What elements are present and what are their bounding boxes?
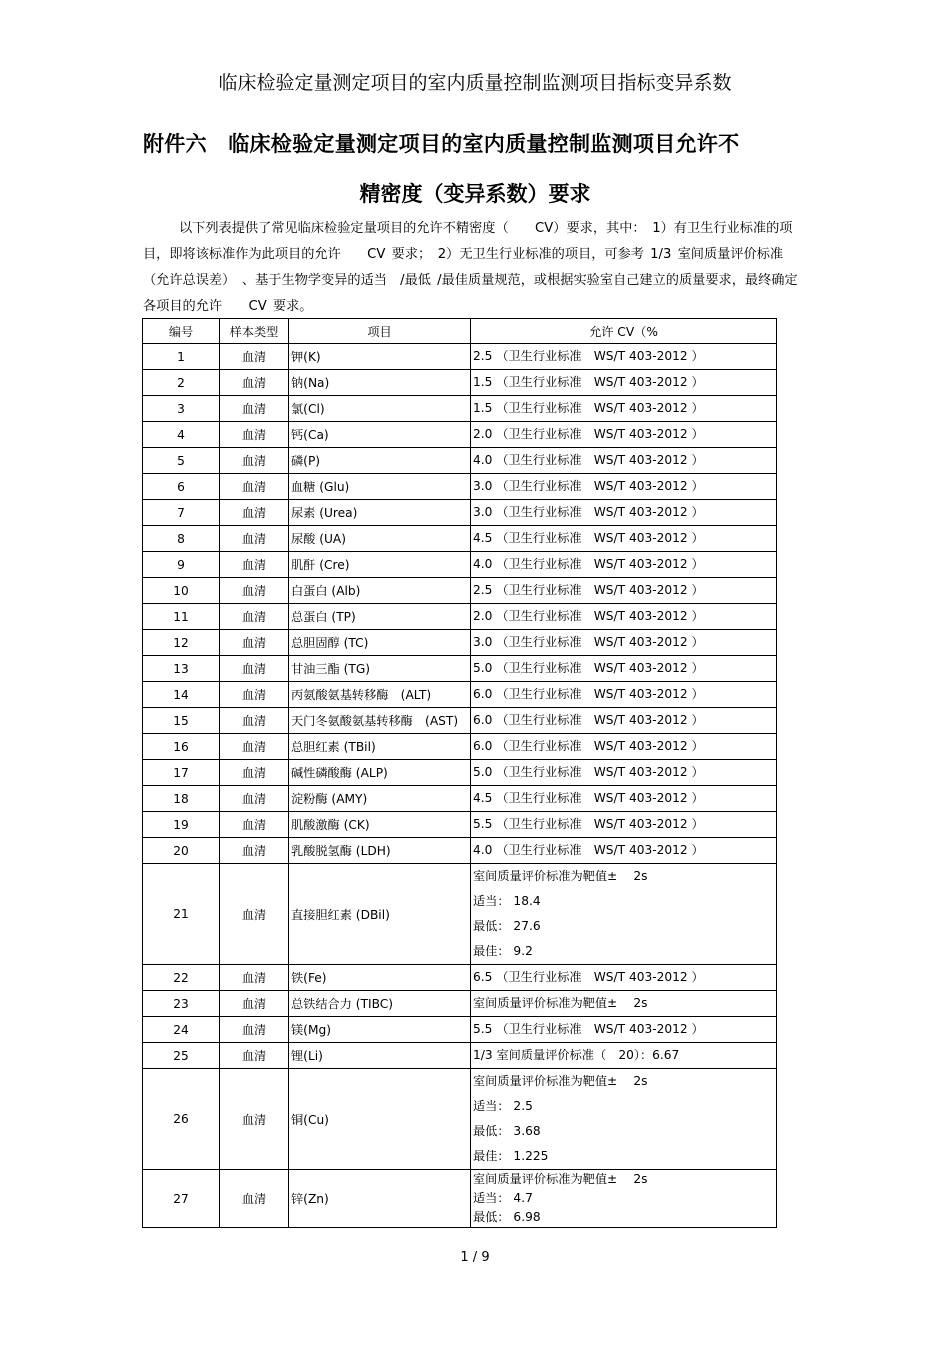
row-number: 22	[143, 965, 220, 991]
row-allowed-cv	[471, 1069, 777, 1170]
cv-line: 1/3 室间质量评价标准（ 20）：6.67	[473, 1048, 680, 1062]
table-row	[143, 1017, 777, 1043]
cv-line: 最佳： 1.225	[473, 1149, 549, 1163]
row-allowed-cv	[471, 1170, 777, 1228]
row-sample-type: 血清	[220, 604, 289, 630]
row-sample-type: 血清	[220, 552, 289, 578]
row-sample-type: 血清	[220, 474, 289, 500]
row-sample-type: 血清	[220, 422, 289, 448]
table-row	[143, 682, 777, 708]
row-item: 锂(Li)	[289, 1043, 471, 1069]
table-row	[143, 991, 777, 1017]
cv-line: 5.5 （卫生行业标准 WS/T 403-2012 ）	[473, 1022, 704, 1036]
cv-line: 最佳： 9.2	[473, 944, 533, 958]
row-sample-type: 血清	[220, 786, 289, 812]
row-number: 10	[143, 578, 220, 604]
row-allowed-cv	[471, 474, 777, 500]
cv-line: 室间质量评价标准为靶值± 2s	[473, 1172, 648, 1186]
cv-line: 1.5 （卫生行业标准 WS/T 403-2012 ）	[473, 401, 704, 415]
header-allowed-cv: 允许 CV（%	[471, 319, 777, 344]
row-number: 4	[143, 422, 220, 448]
row-number: 5	[143, 448, 220, 474]
cv-line: 最低： 6.98	[473, 1210, 541, 1224]
row-number: 3	[143, 396, 220, 422]
row-sample-type: 血清	[220, 812, 289, 838]
table-row	[143, 578, 777, 604]
cv-line: 4.0 （卫生行业标准 WS/T 403-2012 ）	[473, 843, 704, 857]
table-row	[143, 344, 777, 370]
row-number: 13	[143, 656, 220, 682]
cv-line: 2.0 （卫生行业标准 WS/T 403-2012 ）	[473, 427, 704, 441]
row-item: 磷(P)	[289, 448, 471, 474]
row-allowed-cv	[471, 1017, 777, 1043]
row-sample-type: 血清	[220, 734, 289, 760]
row-item: 总胆红素 (TBil)	[289, 734, 471, 760]
row-item: 血糖 (Glu)	[289, 474, 471, 500]
row-allowed-cv	[471, 396, 777, 422]
row-sample-type: 血清	[220, 991, 289, 1017]
cv-line: 室间质量评价标准为靶值± 2s	[473, 869, 648, 883]
cv-line: 2.5 （卫生行业标准 WS/T 403-2012 ）	[473, 349, 704, 363]
row-item: 淀粉酶 (AMY)	[289, 786, 471, 812]
table-row	[143, 630, 777, 656]
page-number: 1 / 9	[460, 1250, 490, 1265]
row-allowed-cv	[471, 682, 777, 708]
row-sample-type: 血清	[220, 838, 289, 864]
table-row	[143, 526, 777, 552]
row-item: 尿酸 (UA)	[289, 526, 471, 552]
row-sample-type: 血清	[220, 965, 289, 991]
row-number: 16	[143, 734, 220, 760]
table-row	[143, 1069, 777, 1170]
document-heading-line2: 精密度（变异系数）要求	[359, 182, 591, 206]
row-item: 钠(Na)	[289, 370, 471, 396]
row-sample-type: 血清	[220, 344, 289, 370]
table-row	[143, 396, 777, 422]
table-row	[143, 1043, 777, 1069]
row-item: 甘油三酯 (TG)	[289, 656, 471, 682]
cv-line: 3.0 （卫生行业标准 WS/T 403-2012 ）	[473, 635, 704, 649]
table-row	[143, 500, 777, 526]
cv-line: 4.5 （卫生行业标准 WS/T 403-2012 ）	[473, 531, 704, 545]
row-item: 白蛋白 (Alb)	[289, 578, 471, 604]
row-allowed-cv	[471, 760, 777, 786]
row-item: 碱性磷酸酶 (ALP)	[289, 760, 471, 786]
row-allowed-cv	[471, 838, 777, 864]
row-number: 20	[143, 838, 220, 864]
cv-line: 6.0 （卫生行业标准 WS/T 403-2012 ）	[473, 739, 704, 753]
cv-line: 5.0 （卫生行业标准 WS/T 403-2012 ）	[473, 765, 704, 779]
row-number: 24	[143, 1017, 220, 1043]
table-row	[143, 965, 777, 991]
row-number: 25	[143, 1043, 220, 1069]
row-item: 肌酸激酶 (CK)	[289, 812, 471, 838]
cv-line: 4.0 （卫生行业标准 WS/T 403-2012 ）	[473, 453, 704, 467]
row-item: 尿素 (Urea)	[289, 500, 471, 526]
row-sample-type: 血清	[220, 370, 289, 396]
cv-line: 6.5 （卫生行业标准 WS/T 403-2012 ）	[473, 970, 704, 984]
row-allowed-cv	[471, 656, 777, 682]
cv-line: 室间质量评价标准为靶值± 2s	[473, 1074, 648, 1088]
row-number: 9	[143, 552, 220, 578]
row-number: 1	[143, 344, 220, 370]
intro-paragraph: 以下列表提供了常见临床检验定量项目的允许不精密度（ CV）要求，其中： 1）有卫生行业标准的项目，即将该标准作为此项目的允许 CV 要求； 2）无卫生行业标准的项目，可参考 1/3 室间质量评价标准（允许总误差） 、基于生物学变异的适当 /最低 /最佳质量规范，或根据实验室自己建立的质量要求，最终确定各项目的允许 CV 要求。	[143, 221, 798, 314]
row-number: 26	[143, 1069, 220, 1170]
row-item: 天门冬氨酸氨基转移酶 (AST)	[289, 708, 471, 734]
table-row	[143, 708, 777, 734]
row-item: 肌酐 (Cre)	[289, 552, 471, 578]
cv-line: 5.0 （卫生行业标准 WS/T 403-2012 ）	[473, 661, 704, 675]
row-allowed-cv	[471, 578, 777, 604]
row-number: 15	[143, 708, 220, 734]
row-allowed-cv	[471, 708, 777, 734]
row-item: 锌(Zn)	[289, 1170, 471, 1228]
row-sample-type: 血清	[220, 396, 289, 422]
cv-line: 最低： 27.6	[473, 919, 541, 933]
cv-line: 2.5 （卫生行业标准 WS/T 403-2012 ）	[473, 583, 704, 597]
row-allowed-cv	[471, 1043, 777, 1069]
table-header-row	[143, 319, 777, 344]
row-item: 总蛋白 (TP)	[289, 604, 471, 630]
cv-line: 适当： 2.5	[473, 1099, 533, 1113]
table-row	[143, 604, 777, 630]
table-row	[143, 448, 777, 474]
row-sample-type: 血清	[220, 864, 289, 965]
row-allowed-cv	[471, 786, 777, 812]
row-allowed-cv	[471, 552, 777, 578]
row-sample-type: 血清	[220, 760, 289, 786]
table-body	[143, 344, 777, 1228]
row-sample-type: 血清	[220, 1017, 289, 1043]
row-item: 乳酸脱氢酶 (LDH)	[289, 838, 471, 864]
row-number: 27	[143, 1170, 220, 1228]
row-number: 11	[143, 604, 220, 630]
row-sample-type: 血清	[220, 448, 289, 474]
page-header-title: 临床检验定量测定项目的室内质量控制监测项目指标变异系数	[218, 72, 732, 94]
row-allowed-cv	[471, 422, 777, 448]
row-number: 19	[143, 812, 220, 838]
row-number: 18	[143, 786, 220, 812]
row-allowed-cv	[471, 734, 777, 760]
row-sample-type: 血清	[220, 656, 289, 682]
cv-line: 6.0 （卫生行业标准 WS/T 403-2012 ）	[473, 713, 704, 727]
row-allowed-cv	[471, 370, 777, 396]
cv-line: 1.5 （卫生行业标准 WS/T 403-2012 ）	[473, 375, 704, 389]
row-item: 总胆固醇 (TC)	[289, 630, 471, 656]
header-sample-type: 样本类型	[220, 319, 289, 344]
row-sample-type: 血清	[220, 526, 289, 552]
row-allowed-cv	[471, 500, 777, 526]
row-sample-type: 血清	[220, 500, 289, 526]
table-row	[143, 422, 777, 448]
cv-line: 4.5 （卫生行业标准 WS/T 403-2012 ）	[473, 791, 704, 805]
row-number: 21	[143, 864, 220, 965]
row-sample-type: 血清	[220, 1170, 289, 1228]
table-row	[143, 656, 777, 682]
cv-line: 5.5 （卫生行业标准 WS/T 403-2012 ）	[473, 817, 704, 831]
table-row	[143, 786, 777, 812]
cv-line: 适当： 4.7	[473, 1191, 533, 1205]
cv-line: 室间质量评价标准为靶值± 2s	[473, 996, 648, 1010]
header-number: 编号	[143, 319, 220, 344]
cv-line: 6.0 （卫生行业标准 WS/T 403-2012 ）	[473, 687, 704, 701]
cv-line: 3.0 （卫生行业标准 WS/T 403-2012 ）	[473, 479, 704, 493]
row-item: 镁(Mg)	[289, 1017, 471, 1043]
row-allowed-cv	[471, 812, 777, 838]
row-allowed-cv	[471, 448, 777, 474]
row-number: 6	[143, 474, 220, 500]
row-number: 14	[143, 682, 220, 708]
cv-line: 3.0 （卫生行业标准 WS/T 403-2012 ）	[473, 505, 704, 519]
row-item: 丙氨酸氨基转移酶 (ALT)	[289, 682, 471, 708]
row-item: 钾(K)	[289, 344, 471, 370]
cv-line: 2.0 （卫生行业标准 WS/T 403-2012 ）	[473, 609, 704, 623]
row-sample-type: 血清	[220, 630, 289, 656]
row-sample-type: 血清	[220, 578, 289, 604]
row-allowed-cv	[471, 864, 777, 965]
table-row	[143, 1170, 777, 1228]
row-item: 直接胆红素 (DBil)	[289, 864, 471, 965]
cv-line: 最低： 3.68	[473, 1124, 541, 1138]
document-heading-line1: 附件六 临床检验定量测定项目的室内质量控制监测项目允许不	[143, 132, 740, 156]
row-item: 铁(Fe)	[289, 965, 471, 991]
cv-line: 4.0 （卫生行业标准 WS/T 403-2012 ）	[473, 557, 704, 571]
row-number: 17	[143, 760, 220, 786]
table-row	[143, 812, 777, 838]
row-item: 铜(Cu)	[289, 1069, 471, 1170]
row-allowed-cv	[471, 604, 777, 630]
table-row	[143, 864, 777, 965]
cv-line: 适当： 18.4	[473, 894, 541, 908]
table-row	[143, 760, 777, 786]
row-sample-type: 血清	[220, 682, 289, 708]
row-allowed-cv	[471, 991, 777, 1017]
table-row	[143, 552, 777, 578]
row-number: 12	[143, 630, 220, 656]
row-allowed-cv	[471, 526, 777, 552]
header-item: 项目	[289, 319, 471, 344]
row-allowed-cv	[471, 344, 777, 370]
table-row	[143, 474, 777, 500]
row-number: 2	[143, 370, 220, 396]
row-allowed-cv	[471, 965, 777, 991]
row-allowed-cv	[471, 630, 777, 656]
table-row	[143, 838, 777, 864]
row-number: 8	[143, 526, 220, 552]
row-item: 钙(Ca)	[289, 422, 471, 448]
row-item: 氯(Cl)	[289, 396, 471, 422]
row-number: 23	[143, 991, 220, 1017]
row-item: 总铁结合力 (TIBC)	[289, 991, 471, 1017]
row-sample-type: 血清	[220, 1069, 289, 1170]
row-number: 7	[143, 500, 220, 526]
row-sample-type: 血清	[220, 1043, 289, 1069]
cv-requirements-table	[142, 318, 777, 1228]
table-row	[143, 734, 777, 760]
row-sample-type: 血清	[220, 708, 289, 734]
table-row	[143, 370, 777, 396]
